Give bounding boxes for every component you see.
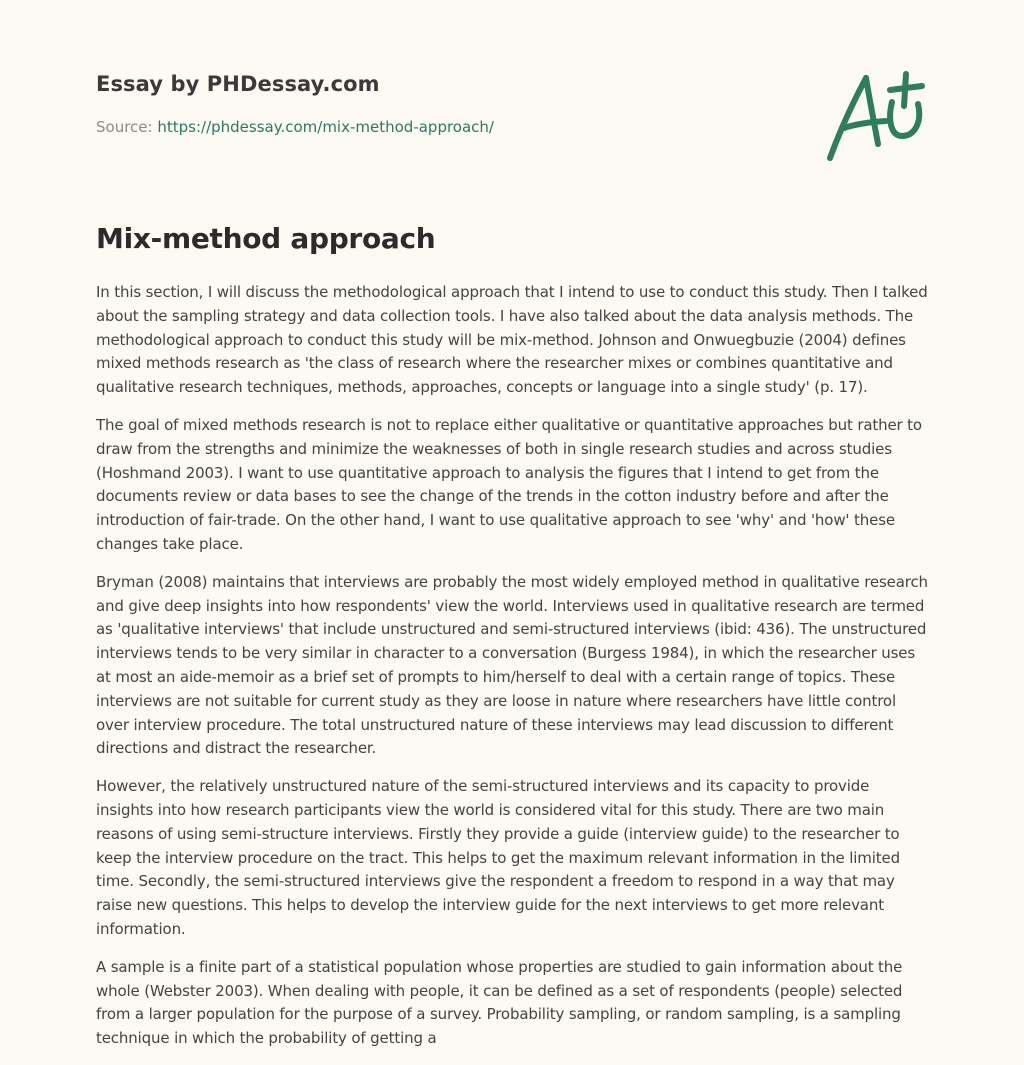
source-label: Source: bbox=[96, 118, 153, 136]
essay-paragraph-4: However, the relatively unstructured nature of the semi-structured interviews and its capacity to provide insights into how research participants view the world is considered vital for this study. There are two main reasons of using semi-structure interviews. Firstly they provide a guide (interview guide) to the researcher to keep the interview procedure on the tract. This helps to get the maximum relevant information in the limited time. Secondly, the semi-structured interviews give the respondent a freedom to respond in a way that may raise new questions. This helps to develop the interview guide for the next interviews to get more relevant information. bbox=[96, 777, 900, 938]
essay-body bbox=[96, 222, 928, 1065]
essay-paragraph-5: A sample is a finite part of a statistical population whose properties are studied to gain information about the whole (Webster 2003). When dealing with people, it can be defined as a set of respondents (people) selected from a larger population for the purpose of a survey. Probability sampling, or random sampling, is a sampling technique in which the probability of getting a bbox=[96, 957, 903, 1048]
a-plus-logo-icon bbox=[822, 66, 932, 166]
page-header bbox=[96, 72, 796, 136]
site-title: Essay by PHDessay.com bbox=[96, 72, 380, 96]
source-line bbox=[96, 118, 796, 136]
essay-title: Mix-method approach bbox=[96, 222, 436, 255]
essay-paragraph-2: The goal of mixed methods research is not to replace either qualitative or quantitative approaches but rather to draw from the strengths and minimize the weaknesses of both in single research studies and across studies (Hoshmand 2003). I want to use quantitative approach to analysis the figures that I intend to get from the documents review or data bases to see the change of the trends in the cotton industry before and after the introduction of fair-trade. On the other hand, I want to use qualitative approach to see 'why' and 'how' these changes take place. bbox=[96, 415, 922, 553]
source-link[interactable]: https://phdessay.com/mix-method-approach/ bbox=[157, 118, 494, 136]
essay-paragraph-1: In this section, I will discuss the methodological approach that I intend to use to conduct this study. Then I talked about the sampling strategy and data collection tools. I have also talked about the data analysis methods. The methodological approach to conduct this study will be mix-method. Johnson and Onwuegbuzie (2004) defines mixed methods research as 'the class of research where the researcher mixes or combines quantitative and qualitative research techniques, methods, approaches, concepts or language into a single study' (p. 17). bbox=[96, 283, 928, 397]
essay-paragraph-3: Bryman (2008) maintains that interviews are probably the most widely employed method in qualitative research and give deep insights into how respondents' view the world. Interviews used in qualitative research are termed as 'qualitative interviews' that include unstructured and semi-structured interviews (ibid: 436). The unstructured interviews tends to be very similar in character to a conversation (Burgess 1984), in which the researcher uses at most an aide-memoir as a brief set of prompts to him/herself to deal with a certain range of topics. These interviews are not suitable for current study as they are loose in nature where researchers have little control over interview procedure. The total unstructured nature of these interviews may lead discussion to different directions and distract the researcher. bbox=[96, 572, 928, 758]
